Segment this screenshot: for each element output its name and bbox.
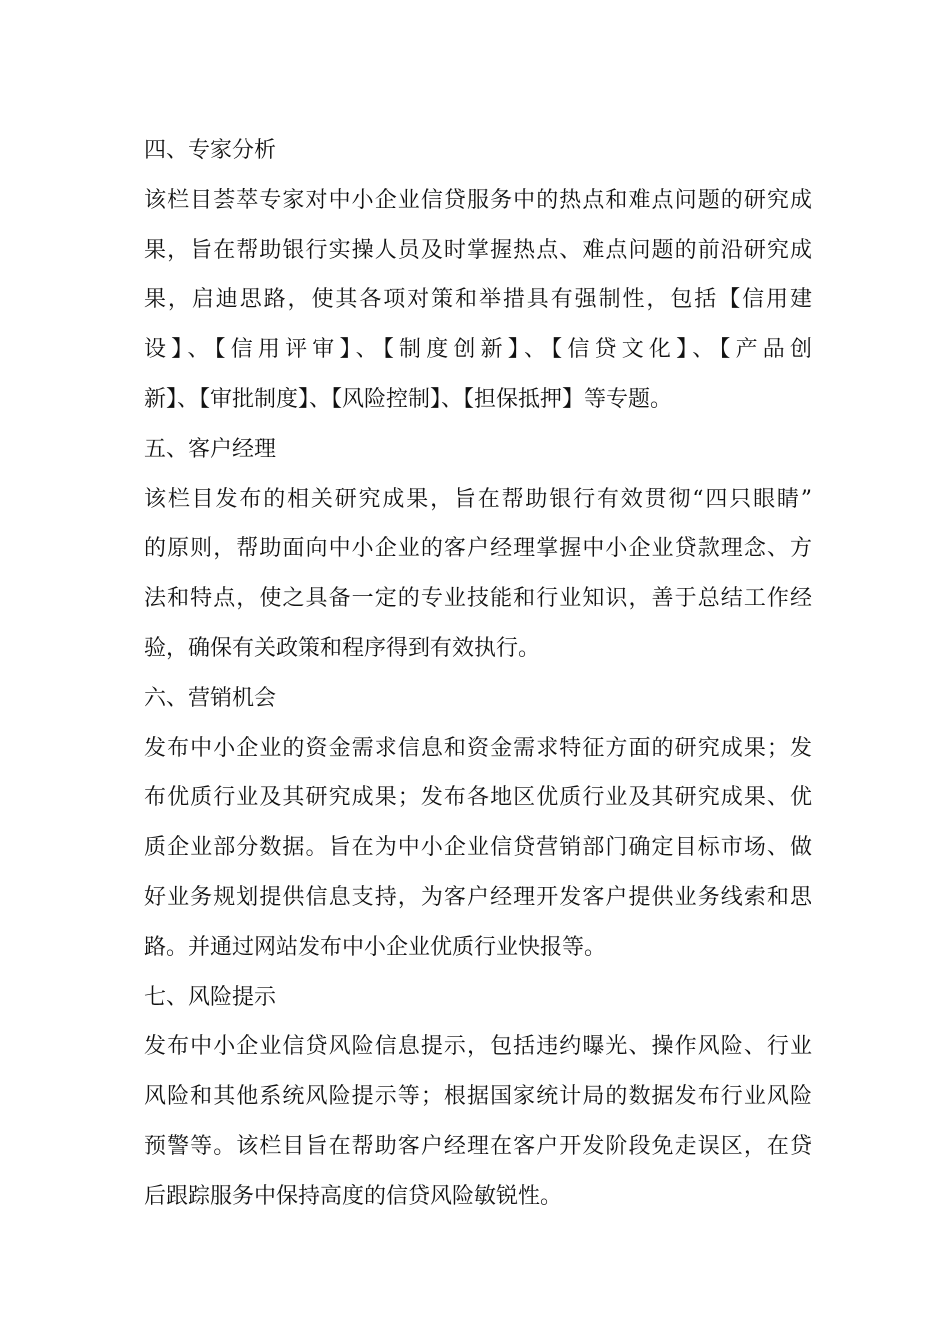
- section-paragraph-marketing-opportunity: [144, 724, 812, 973]
- paragraph-line: 法和特点，使之具备一定的专业技能和行业知识，善于总结工作经: [144, 586, 812, 612]
- section-paragraph-expert-analysis: [144, 176, 812, 425]
- paragraph-line: 该栏目荟萃专家对中小企业信贷服务中的热点和难点问题的研究成: [144, 187, 812, 213]
- paragraph-line: 路。并通过网站发布中小企业优质行业快报等。: [144, 934, 607, 960]
- section-heading-expert-analysis: 四、专家分析: [144, 138, 277, 163]
- paragraph-line: 好业务规划提供信息支持，为客户经理开发客户提供业务线索和思: [144, 884, 812, 910]
- paragraph-line: 该栏目发布的相关研究成果，旨在帮助银行有效贯彻“四只眼睛”: [144, 486, 812, 512]
- paragraph-line: 风险和其他系统风险提示等；根据国家统计局的数据发布行业风险: [144, 1084, 812, 1110]
- paragraph-line: 布优质行业及其研究成果；发布各地区优质行业及其研究成果、优: [144, 785, 812, 811]
- section-heading-marketing-opportunity: 六、营销机会: [144, 685, 277, 711]
- paragraph-line: 的原则，帮助面向中小企业的客户经理掌握中小企业贷款理念、方: [144, 536, 812, 562]
- section-heading-risk-alert: 七、风险提示: [144, 984, 277, 1010]
- paragraph-line: 后跟踪服务中保持高度的信贷风险敏锐性。: [144, 1183, 563, 1209]
- section-paragraph-account-manager: [144, 475, 812, 674]
- paragraph-line: 果，启迪思路，使其各项对策和举措具有强制性，包括【信用建: [144, 287, 812, 313]
- paragraph-line: 预警等。该栏目旨在帮助客户经理在客户开发阶段免走误区，在贷: [144, 1133, 812, 1159]
- paragraph-line: 新】、【审批制度】、【风险控制】、【担保抵押】等专题。: [144, 386, 673, 412]
- paragraph-line: 设】、【信用评审】、【制度创新】、【信贷文化】、【产品创: [144, 337, 812, 363]
- paragraph-line: 发布中小企业信贷风险信息提示，包括违约曝光、操作风险、行业: [144, 1034, 812, 1060]
- section-paragraph-risk-alert: [144, 1022, 812, 1221]
- paragraph-line: 果，旨在帮助银行实操人员及时掌握热点、难点问题的前沿研究成: [144, 237, 812, 263]
- section-heading-account-manager: 五、客户经理: [144, 436, 277, 462]
- document-body: [144, 126, 812, 1222]
- paragraph-line: 质企业部分数据。旨在为中小企业信贷营销部门确定目标市场、做: [144, 835, 812, 861]
- paragraph-line: 验，确保有关政策和程序得到有效执行。: [144, 635, 541, 661]
- paragraph-line: 发布中小企业的资金需求信息和资金需求特征方面的研究成果；发: [144, 735, 812, 761]
